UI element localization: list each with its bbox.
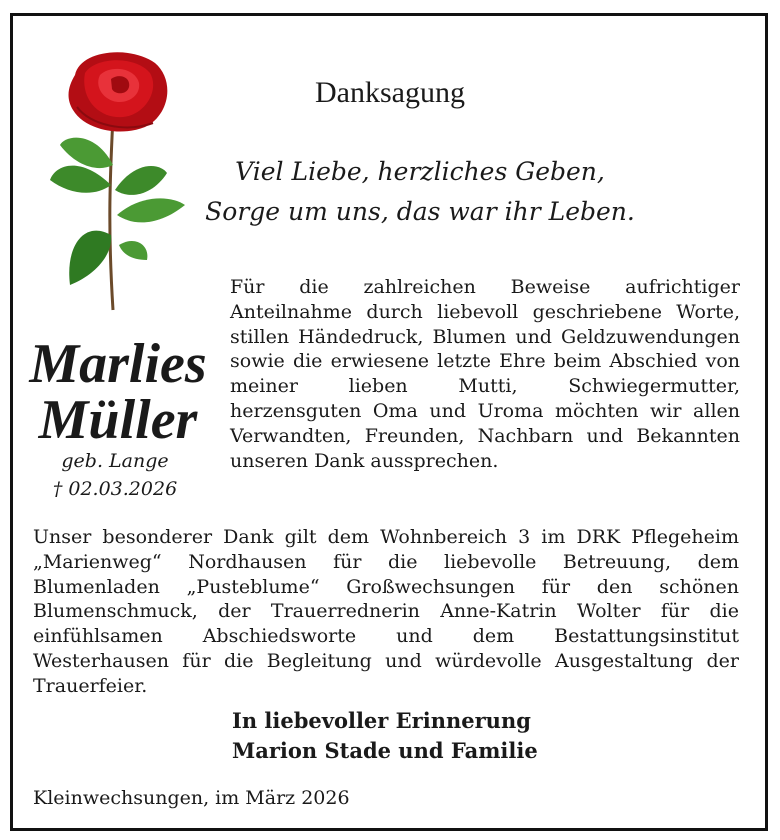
notice-heading: Danksagung (315, 76, 465, 109)
deceased-last-name: Müller (38, 389, 198, 451)
thanks-paragraph-2: Unser besonderer Dank gilt dem Wohnbereich 3 im DRK Pflegeheim „Marienweg“ Nordhausen für die liebevolle Betreuung, dem Blumenladen „Pusteblume“ Großwechsungen für den schönen Blumenschmuck, der Trauerrednerin Anne-Katrin Wolter für die einfühlsamen Abschiedsworte und dem Bestattungsinstitut Westerhausen für die Begleitung und würdevolle Ausgestaltung der Trauerfeier. (33, 526, 739, 697)
quote-line-1: Viel Liebe, herzliches Geben, (235, 157, 605, 186)
memorial-quote (180, 152, 660, 232)
quote-line-2: Sorge um uns, das war ihr Leben. (205, 197, 635, 226)
closing-line-2: Marion Stade und Familie (232, 738, 538, 763)
birth-name: geb. Lange (61, 450, 169, 472)
place-and-date: Kleinwechsungen, im März 2026 (33, 787, 350, 809)
death-date: † 02.03.2026 (52, 478, 178, 500)
deceased-first-name: Marlies (29, 333, 207, 395)
thanks-paragraph-1: Für die zahlreichen Beweise aufrichtiger Anteilnahme durch liebevoll geschriebene Worte, stillen Händedruck, Blumen und Geldzuwendungen sowie die erwiesene letzte Ehre beim Abschied von meiner lieben Mutti, Schwiegermutter, herzensguten Oma und Uroma möchten wir allen Verwandten, Freunden, Nachbarn und Bekannten unseren Dank aussprechen. (230, 276, 740, 472)
closing-line-1: In liebevoller Erinnerung (232, 708, 531, 733)
